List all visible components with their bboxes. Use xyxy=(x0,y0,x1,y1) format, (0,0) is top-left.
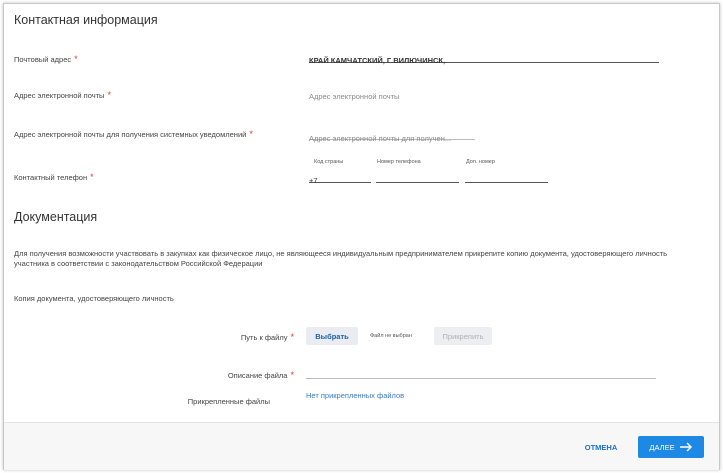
attach-file-button[interactable]: Прикрепить xyxy=(434,327,492,345)
dialog-footer xyxy=(4,422,719,470)
required-mark: * xyxy=(249,129,253,139)
copy-document-label: Копия документа, удостоверяющего личность xyxy=(14,294,174,303)
no-file-text: Файл не выбран xyxy=(370,333,412,339)
file-description-input[interactable] xyxy=(306,367,656,379)
phone-label: Контактный телефон * xyxy=(14,172,94,182)
cancel-button[interactable]: ОТМЕНА xyxy=(584,442,618,452)
country-code-label: Код страны xyxy=(314,159,344,165)
next-button[interactable]: ДАЛЕЕ xyxy=(638,436,704,458)
ext-number-input[interactable] xyxy=(465,170,548,183)
phone-number-label: Номер телефона xyxy=(377,159,421,165)
notify-email-label: Адрес электронной почты для получения системных уведомлений * xyxy=(14,129,253,139)
required-mark: * xyxy=(74,54,78,64)
ext-number-label: Доп. номер xyxy=(466,159,495,165)
choose-file-button[interactable]: Выбрать xyxy=(306,327,358,345)
email-label: Адрес электронной почты * xyxy=(14,90,111,100)
phone-number-input[interactable] xyxy=(376,170,459,183)
contact-section-title: Контактная информация xyxy=(14,13,158,27)
required-mark: * xyxy=(290,370,294,380)
docs-section-title: Документация xyxy=(14,210,98,224)
dialog xyxy=(3,3,720,470)
docs-description: Для получения возможности участвовать в закупках как физическое лицо, не являющееся индивидуальным предпринимателем прикрепите копию документа, удостоверяющего личность участника в соответствии с законодательством Российской Федерации xyxy=(14,249,668,268)
country-code-input[interactable]: +7 xyxy=(309,170,371,183)
required-mark: * xyxy=(107,90,111,100)
no-attached-files-text: Нет прикрепленных файлов xyxy=(306,391,405,400)
file-description-label: Описание файла * xyxy=(227,370,294,380)
postal-address-label: Почтовый адрес * xyxy=(14,54,78,64)
email-input[interactable]: Адрес электронной почты xyxy=(309,92,400,101)
required-mark: * xyxy=(90,172,94,182)
postal-address-input[interactable]: КРАЙ КАМЧАТСКИЙ, Г ВИЛЮЧИНСК, xyxy=(309,50,659,63)
file-path-label: Путь к файлу * xyxy=(240,332,294,342)
required-mark: * xyxy=(290,332,294,342)
attached-files-label: Прикрепленные файлы xyxy=(187,397,270,406)
arrow-right-icon xyxy=(680,442,693,452)
notify-email-input[interactable]: Адрес электронной почты для получен... xyxy=(309,128,475,140)
